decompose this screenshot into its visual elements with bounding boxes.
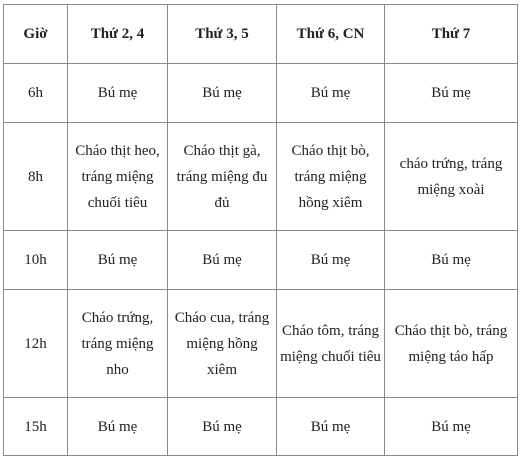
meal-schedule-table <box>3 4 518 456</box>
table-row <box>4 231 518 290</box>
meal-cell: Bú mẹ <box>277 231 385 290</box>
meal-cell: Cháo thịt gà, tráng miệng đu đủ <box>168 123 277 231</box>
hour-cell: 6h <box>4 64 68 123</box>
table-row <box>4 123 518 231</box>
meal-cell: Bú mẹ <box>277 64 385 123</box>
hour-cell: 8h <box>4 123 68 231</box>
meal-cell: Bú mẹ <box>385 231 518 290</box>
meal-cell: Cháo tôm, tráng miệng chuối tiêu <box>277 290 385 398</box>
hour-cell: 10h <box>4 231 68 290</box>
hour-cell: 12h <box>4 290 68 398</box>
meal-cell: Bú mẹ <box>168 64 277 123</box>
table-row <box>4 290 518 398</box>
meal-cell: Cháo thịt bò, tráng miệng táo hấp <box>385 290 518 398</box>
header-hour: Giờ <box>4 5 68 64</box>
meal-cell: Bú mẹ <box>277 398 385 456</box>
meal-cell: Bú mẹ <box>168 231 277 290</box>
header-tue-thu: Thứ 3, 5 <box>168 5 277 64</box>
meal-cell: Bú mẹ <box>385 398 518 456</box>
header-fri-sun: Thứ 6, CN <box>277 5 385 64</box>
header-row <box>4 5 518 64</box>
table-row <box>4 64 518 123</box>
meal-cell: Cháo thịt bò, tráng miệng hồng xiêm <box>277 123 385 231</box>
meal-cell: Bú mẹ <box>68 398 168 456</box>
meal-cell: Cháo cua, tráng miệng hồng xiêm <box>168 290 277 398</box>
hour-cell: 15h <box>4 398 68 456</box>
header-mon-wed: Thứ 2, 4 <box>68 5 168 64</box>
meal-cell: Cháo trứng, tráng miệng nho <box>68 290 168 398</box>
meal-cell: Bú mẹ <box>385 64 518 123</box>
meal-cell: Bú mẹ <box>68 231 168 290</box>
meal-cell: cháo trứng, tráng miệng xoài <box>385 123 518 231</box>
meal-cell: Bú mẹ <box>168 398 277 456</box>
meal-cell: Bú mẹ <box>68 64 168 123</box>
meal-cell: Cháo thịt heo, tráng miệng chuối tiêu <box>68 123 168 231</box>
table-row <box>4 398 518 456</box>
header-sat: Thứ 7 <box>385 5 518 64</box>
